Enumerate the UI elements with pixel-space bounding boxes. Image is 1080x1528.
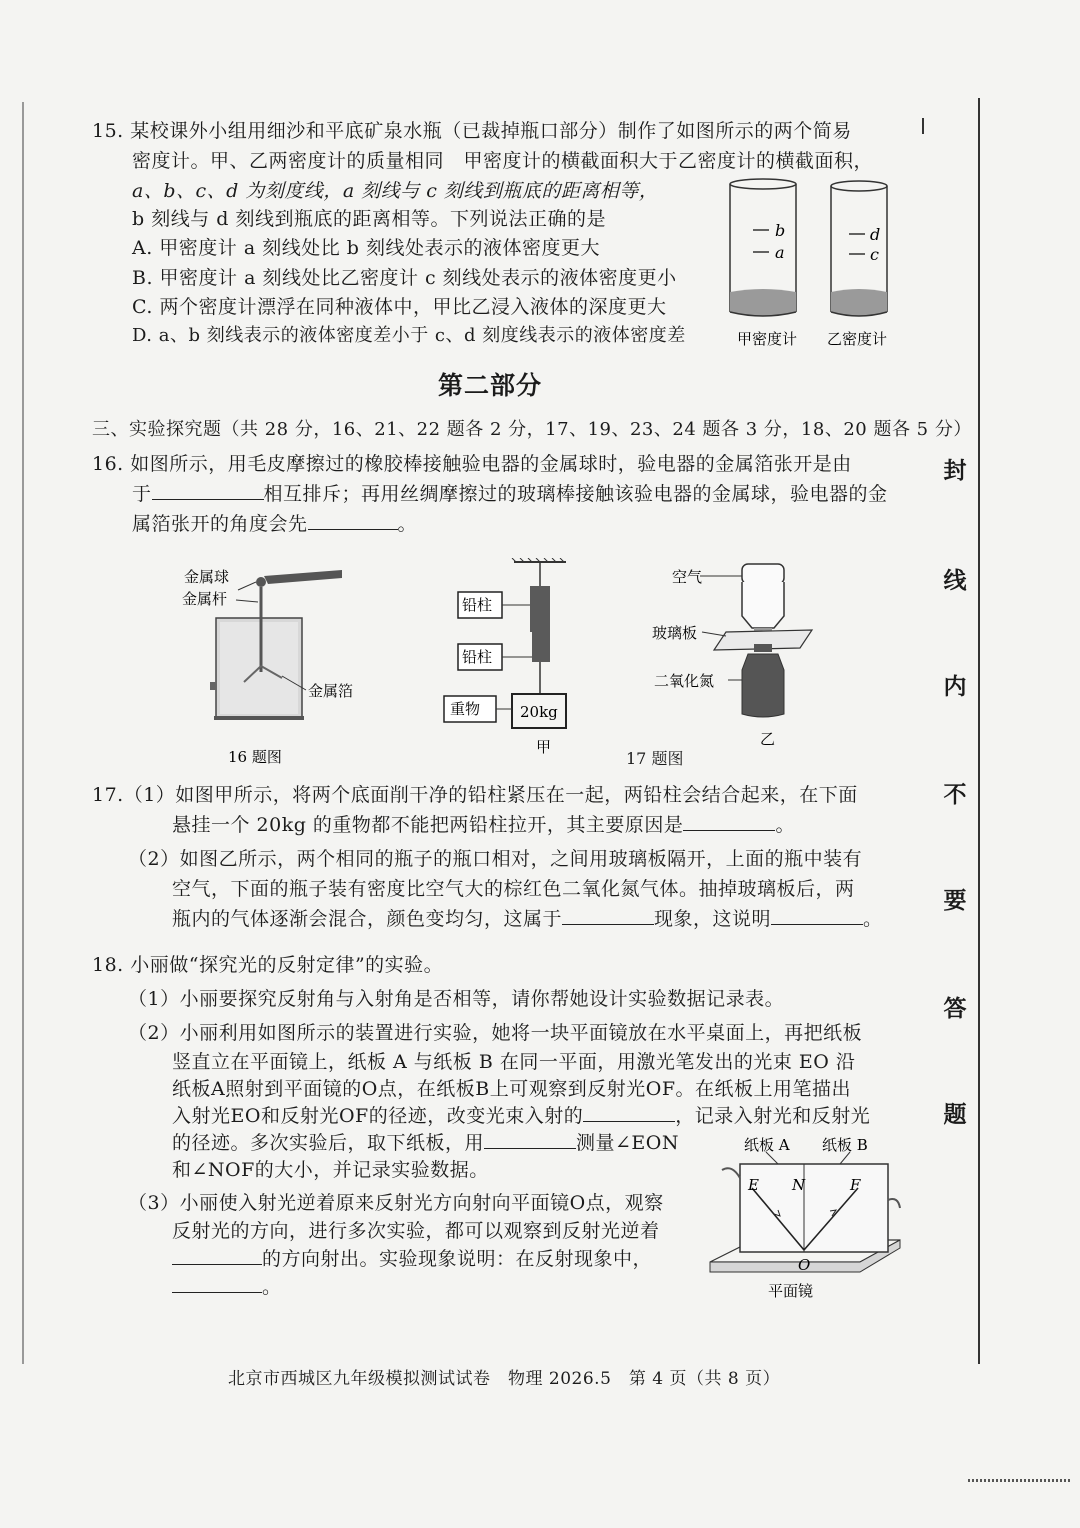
caption-yi-17: 乙 [760, 730, 776, 748]
label-board-b: 纸板 B [822, 1136, 868, 1154]
q15-option-a: A. 甲密度计 a 刻线处比 b 刻线处表示的液体密度更大 [132, 237, 600, 259]
part-title: 第二部分 [438, 371, 543, 400]
label-air: 空气 [672, 568, 703, 586]
density-meter-yi [831, 181, 887, 316]
q17-part2-line1: （2）如图乙所示，两个相同的瓶子的瓶口相对，之间用玻璃板隔开，上面的瓶中装有 [128, 848, 863, 870]
electroscope-figure [178, 562, 368, 772]
q18-text-3: 的径迹。多次实验后，取下纸板，用 [172, 1132, 485, 1154]
label-lead-2: 铅柱 [462, 648, 493, 666]
label-metal-rod: 金属杆 [182, 590, 228, 608]
side-char-7: 题 [943, 1101, 967, 1128]
caption-jia-17: 甲 [536, 738, 552, 756]
q18-sub2-line4 [172, 1103, 870, 1129]
q18-sub2-line3: 纸板A照射到平面镜的O点，在纸板B上可观察到反射光OF。在纸板上用笔描出 [172, 1078, 852, 1100]
density-meter-figure [715, 172, 905, 350]
q18-sub3-line2: 反射光的方向，进行多次实验，都可以观察到反射光逆着 [172, 1220, 660, 1242]
label-c: c [870, 245, 879, 264]
caption-jia: 甲密度计 [737, 330, 798, 348]
label-f: F [850, 1176, 861, 1194]
q18-sub2-line1: （2）小丽利用如图所示的装置进行实验，她将一块平面镜放在水平桌面上，再把纸板 [128, 1022, 863, 1044]
label-20kg: 20kg [520, 703, 558, 721]
q15-line-3: a、b、c、d 为刻度线，a 刻线与 c 刻线到瓶底的距离相等， [132, 180, 659, 202]
q17-part1-line2 [172, 812, 795, 838]
label-metal-ball: 金属球 [184, 568, 230, 586]
q16-line-1: 16. 如图所示，用毛皮摩擦过的橡胶棒接触验电器的金属球时，验电器的金属箔张开是由 [92, 453, 852, 475]
q15-line-2: 密度计。甲、乙两密度计的质量相同 甲密度计的横截面积大于乙密度计的横截面积， [132, 150, 874, 172]
caption-yi: 乙密度计 [827, 330, 888, 348]
q18-text-2: ，记录入射光和反射光 [675, 1105, 871, 1127]
q18-blank-2[interactable] [484, 1130, 576, 1149]
q15-line-4: b 刻线与 d 刻线到瓶底的距离相等。下列说法正确的是 [132, 208, 606, 230]
q18-blank-4[interactable] [172, 1274, 262, 1293]
label-b: b [775, 221, 786, 240]
label-d: d [870, 225, 881, 244]
gas-bottle-figure [640, 558, 830, 768]
label-weight: 重物 [450, 700, 481, 718]
q18-sub3-line1: （3）小丽使入射光逆着原来反射光方向射向平面镜O点，观察 [128, 1192, 664, 1214]
side-char-1: 封 [943, 457, 967, 484]
q18-text-4: 测量∠EON [576, 1132, 680, 1154]
scan-mark [968, 1479, 1072, 1482]
q18-text-1: 入射光EO和反射光OF的径迹，改变光束入射的 [172, 1105, 584, 1127]
q17-blank-3[interactable] [771, 906, 863, 925]
side-char-4: 不 [943, 781, 967, 808]
top-left-mark [22, 102, 24, 1364]
q17-text-3: 瓶内的气体逐渐会混合，颜色变均匀，这属于 [172, 908, 563, 930]
side-char-3: 内 [943, 673, 967, 700]
q17-text-4: 现象，这说明 [654, 908, 772, 930]
caption-fig17: 17 题图 [626, 749, 684, 768]
q17-text-1: 悬挂一个 20kg 的重物都不能把两铅柱拉开，其主要原因是 [172, 814, 684, 836]
label-o: O [798, 1256, 811, 1274]
q15-line-1: 15. 某校课外小组用细沙和平底矿泉水瓶（已裁掉瓶口部分）制作了如图所示的两个简易 [92, 120, 852, 142]
label-e: E [748, 1176, 759, 1194]
binding-line [978, 98, 980, 1364]
q17-part1-line1: 17.（1）如图甲所示，将两个底面削干净的铅柱紧压在一起，两铅柱会结合起来，在下面 [92, 784, 858, 806]
q18-sub2-line5 [172, 1130, 679, 1156]
light-reflection-figure [700, 1130, 915, 1310]
side-char-2: 线 [943, 567, 967, 594]
q16-blank-1[interactable] [152, 481, 264, 500]
label-board-a: 纸板 A [744, 1136, 790, 1154]
label-glass-plate: 玻璃板 [652, 624, 698, 642]
q16-text-a: 于 [132, 483, 152, 505]
q16-text-b: 相互排斥；再用丝绸摩擦过的玻璃棒接触该验电器的金属球，验电器的金 [263, 483, 888, 505]
lead-column-figure [440, 558, 590, 758]
q18-sub3-line3 [172, 1246, 652, 1272]
q17-part2-line2: 空气，下面的瓶子装有密度比空气大的棕红色二氧化氮气体。抽掉玻璃板后，两 [172, 878, 855, 900]
q17-blank-1[interactable] [683, 812, 775, 831]
label-n: N [792, 1176, 806, 1194]
label-no2: 二氧化氮 [654, 672, 715, 690]
section-heading: 三、实验探究题（共 28 分，16、21、22 题各 2 分，17、19、23、24 题各 3 分，18、20 题各 5 分） [92, 419, 972, 440]
density-meter-jia [730, 179, 796, 316]
q18-sub1: （1）小丽要探究反射角与入射角是否相等，请你帮她设计实验数据记录表。 [128, 988, 785, 1010]
q16-line-3 [132, 511, 417, 537]
q16-text-d: 。 [397, 513, 418, 535]
q16-blank-2[interactable] [308, 511, 398, 530]
page-footer: 北京市西城区九年级模拟测试试卷 物理 2026.5 第 4 页（共 8 页） [228, 1369, 781, 1389]
q18-sub2-line6: 和∠NOF的大小，并记录实验数据。 [172, 1159, 489, 1181]
label-metal-foil: 金属箔 [308, 682, 354, 700]
side-char-5: 要 [943, 887, 967, 914]
q16-line-2 [132, 481, 888, 507]
q17-text-5: 。 [863, 908, 883, 930]
q15-option-b: B. 甲密度计 a 刻线处比乙密度计 c 刻线处表示的液体密度更小 [132, 267, 677, 289]
q18-text-5: 的方向射出。实验现象说明：在反射现象中， [262, 1248, 653, 1270]
label-mirror: 平面镜 [768, 1282, 814, 1300]
label-lead-1: 铅柱 [462, 596, 493, 614]
q15-option-d: D. a、b 刻线表示的液体密度差小于 c、d 刻度线表示的液体密度差 [132, 325, 686, 346]
q16-text-c: 属箔张开的角度会先 [132, 513, 308, 535]
label-a: a [775, 243, 785, 262]
left-binding-tick [922, 98, 925, 1364]
q18-sub2-line2: 竖直立在平面镜上，纸板 A 与纸板 B 在同一平面，用激光笔发出的光束 EO 沿 [172, 1051, 856, 1073]
q18-heading: 18. 小丽做“探究光的反射定律”的实验。 [92, 954, 444, 976]
q18-blank-1[interactable] [583, 1103, 675, 1122]
q15-option-c: C. 两个密度计漂浮在同种液体中，甲比乙浸入液体的深度更大 [132, 296, 667, 318]
q18-sub3-line4 [172, 1274, 282, 1300]
q17-part2-line3 [172, 906, 883, 932]
side-char-6: 答 [943, 995, 967, 1022]
q18-text-6: 。 [262, 1276, 282, 1298]
q17-text-2: 。 [775, 814, 795, 836]
q17-blank-2[interactable] [562, 906, 654, 925]
q18-blank-3[interactable] [172, 1246, 262, 1265]
caption-fig16: 16 题图 [228, 748, 282, 766]
